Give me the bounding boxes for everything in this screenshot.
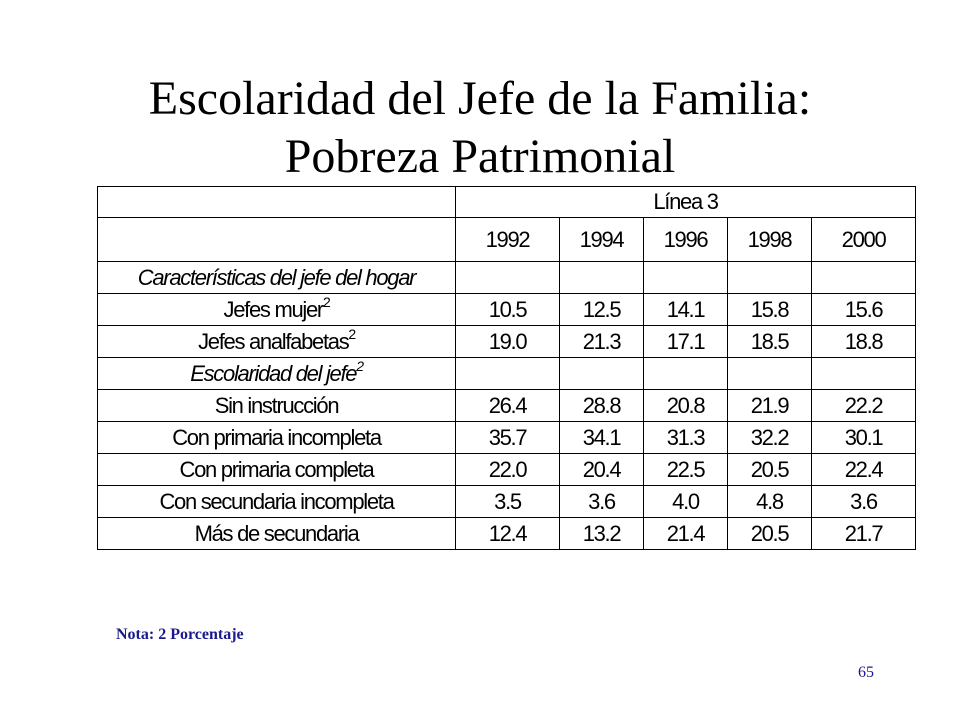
section-label-cell — [98, 358, 456, 390]
footnote-marker: 2 — [348, 325, 355, 342]
empty-cell — [728, 358, 812, 390]
footnote: Nota: 2 Porcentaje — [116, 626, 244, 643]
row-label: Con primaria completa — [179, 456, 374, 482]
year-header-cell: 1998 — [728, 218, 812, 262]
value-cell: 15.6 — [812, 294, 916, 326]
value-cell: 26.4 — [456, 390, 560, 422]
year-header-cell: 1992 — [456, 218, 560, 262]
footnote-marker: 2 — [322, 293, 330, 310]
value-cell: 3.6 — [812, 486, 916, 518]
value-cell: 20.4 — [560, 454, 644, 486]
value-cell: 34.1 — [560, 422, 644, 454]
row-label: Jefes analfabetas — [198, 328, 349, 354]
table-years-row — [98, 218, 916, 262]
empty-cell — [812, 262, 916, 294]
value-cell: 19.0 — [456, 326, 560, 358]
value-cell: 21.3 — [560, 326, 644, 358]
value-cell: 21.4 — [644, 518, 728, 550]
value-cell: 22.2 — [812, 390, 916, 422]
table-row — [98, 326, 916, 358]
value-cell: 17.1 — [644, 326, 728, 358]
section-label: Escolaridad del jefe — [190, 360, 357, 386]
row-label: Con primaria incompleta — [172, 424, 381, 450]
row-label-cell — [98, 486, 456, 518]
empty-cell — [560, 358, 644, 390]
page-number: 65 — [858, 664, 874, 681]
year-header-cell: 2000 — [812, 218, 916, 262]
table-corner-cell — [98, 187, 456, 218]
row-label-cell — [98, 454, 456, 486]
empty-cell — [456, 358, 560, 390]
value-cell: 13.2 — [560, 518, 644, 550]
row-label: Con secundaria incompleta — [159, 488, 394, 514]
value-cell: 31.3 — [644, 422, 728, 454]
table-section-row — [98, 358, 916, 390]
value-cell: 15.8 — [728, 294, 812, 326]
empty-cell — [728, 262, 812, 294]
value-cell: 4.8 — [728, 486, 812, 518]
row-label: Más de secundaria — [194, 520, 359, 546]
slide-title — [0, 70, 960, 186]
row-label-cell — [98, 390, 456, 422]
value-cell: 18.5 — [728, 326, 812, 358]
footnote-marker: 2 — [356, 357, 363, 374]
empty-cell — [560, 262, 644, 294]
poverty-data-table — [97, 186, 916, 550]
row-label: Sin instrucción — [214, 392, 339, 418]
slide-title-line-1: Escolaridad del Jefe de la Familia: — [148, 72, 812, 125]
slide-title-line-2: Pobreza Patrimonial — [284, 130, 676, 183]
value-cell: 28.8 — [560, 390, 644, 422]
value-cell: 18.8 — [812, 326, 916, 358]
value-cell: 3.6 — [560, 486, 644, 518]
value-cell: 35.7 — [456, 422, 560, 454]
row-label-cell — [98, 326, 456, 358]
row-label-cell — [98, 422, 456, 454]
value-cell: 20.8 — [644, 390, 728, 422]
row-label: Jefes mujer — [223, 296, 323, 322]
table-group-header-row — [98, 187, 916, 218]
table-row — [98, 486, 916, 518]
value-cell: 22.0 — [456, 454, 560, 486]
table-section-row — [98, 262, 916, 294]
empty-cell — [644, 262, 728, 294]
value-cell: 22.5 — [644, 454, 728, 486]
value-cell: 20.5 — [728, 518, 812, 550]
value-cell: 22.4 — [812, 454, 916, 486]
value-cell: 21.7 — [812, 518, 916, 550]
empty-cell — [456, 262, 560, 294]
table-row — [98, 518, 916, 550]
table-row — [98, 422, 916, 454]
year-header-cell: 1994 — [560, 218, 644, 262]
value-cell: 20.5 — [728, 454, 812, 486]
year-header-cell: 1996 — [644, 218, 728, 262]
value-cell: 12.4 — [456, 518, 560, 550]
group-header-cell: Línea 3 — [456, 187, 916, 218]
value-cell: 30.1 — [812, 422, 916, 454]
value-cell: 21.9 — [728, 390, 812, 422]
table-row — [98, 454, 916, 486]
empty-cell — [812, 358, 916, 390]
value-cell: 3.5 — [456, 486, 560, 518]
table-years-label-cell — [98, 218, 456, 262]
section-label-cell — [98, 262, 456, 294]
value-cell: 32.2 — [728, 422, 812, 454]
row-label-cell — [98, 518, 456, 550]
value-cell: 10.5 — [456, 294, 560, 326]
row-label-cell — [98, 294, 456, 326]
value-cell: 4.0 — [644, 486, 728, 518]
section-label: Características del jefe del hogar — [137, 264, 416, 290]
value-cell: 12.5 — [560, 294, 644, 326]
value-cell: 14.1 — [644, 294, 728, 326]
table-row — [98, 294, 916, 326]
table-row — [98, 390, 916, 422]
empty-cell — [644, 358, 728, 390]
